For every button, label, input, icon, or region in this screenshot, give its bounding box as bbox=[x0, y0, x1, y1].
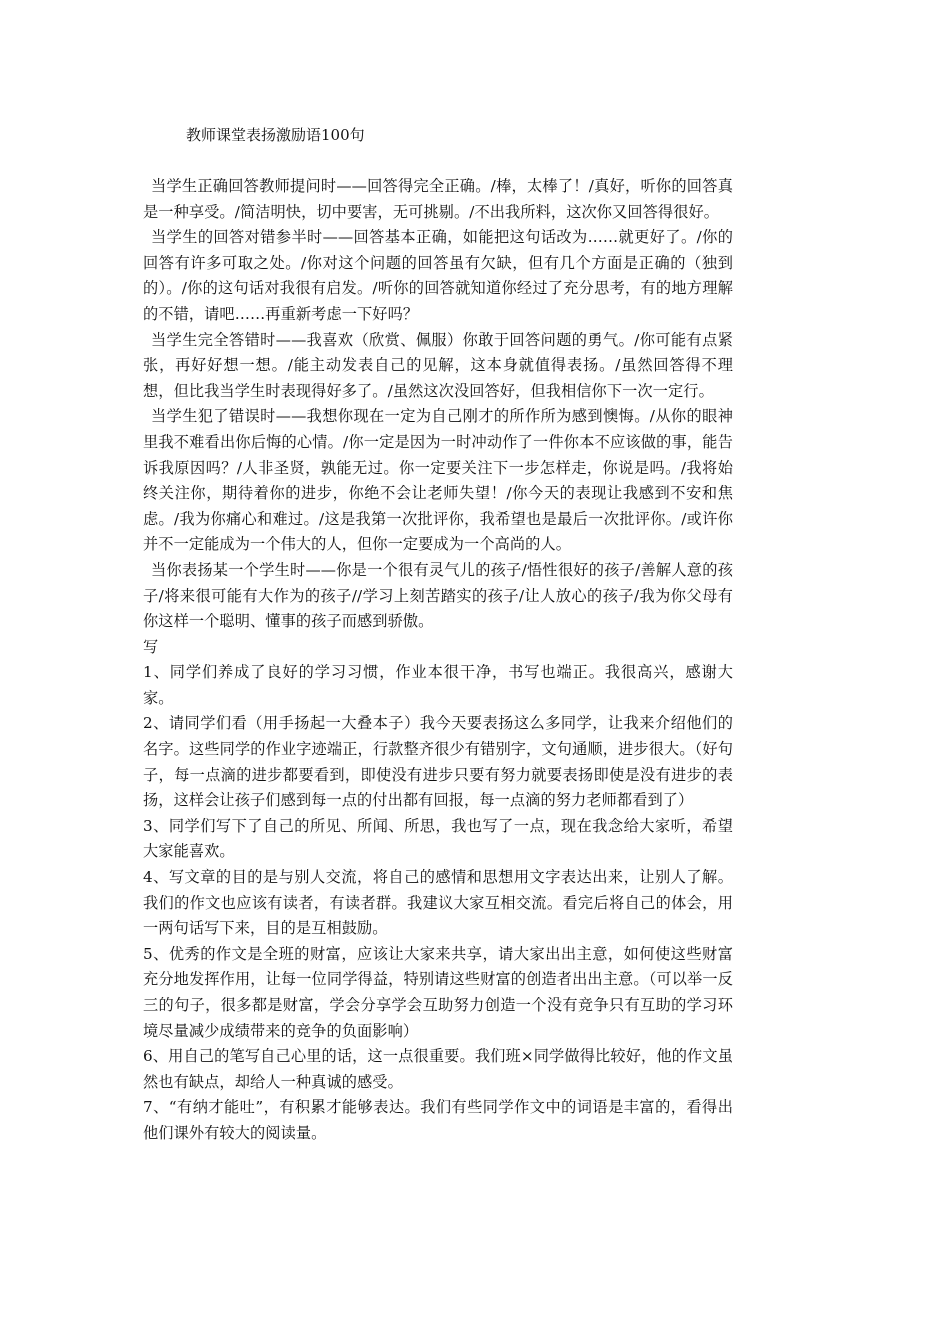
paragraph-praise-student: 当你表扬某一个学生时——你是一个很有灵气儿的孩子/悟性很好的孩子/善解人意的孩子/将来很可能有大作为的孩子//学习上刻苦踏实的孩子/让人放心的孩子/我为你父母有你这样一个聪明、懂事的孩子而感到骄傲。 bbox=[143, 560, 733, 631]
list-item: 7、“有纳才能吐”，有积累才能够表达。我们有些同学作文中的词语是丰富的，看得出他们课外有较大的阅读量。 bbox=[143, 1098, 733, 1142]
paragraph-correct-answer: 当学生正确回答教师提问时——回答得完全正确。/棒，太棒了！/真好，听你的回答真是一种享受。/简洁明快，切中要害，无可挑剔。/不出我所料，这次你又回答得很好。 bbox=[143, 177, 733, 221]
paragraph-partial-answer: 当学生的回答对错参半时——回答基本正确，如能把这句话改为……就更好了。/你的回答有许多可取之处。/你对这个问题的回答虽有欠缺，但有几个方面是正确的（独到的）。/你的这句话对我很有启发。/听你的回答就知道你经过了充分思考，有的地方理解的不错，请吧……再重新考虑一下好吗？ bbox=[143, 228, 733, 323]
section-label: 写 bbox=[143, 637, 159, 656]
document-title: 教师课堂表扬激励语100句 bbox=[186, 126, 365, 144]
list-item: 1、同学们养成了良好的学习习惯，作业本很干净，书写也端正。我很高兴，感谢大家。 bbox=[143, 663, 733, 707]
list-item: 3、同学们写下了自己的所见、所闻、所思，我也写了一点，现在我念给大家听，希望大家能喜欢。 bbox=[143, 816, 733, 861]
list-item: 2、请同学们看（用手扬起一大叠本子）我今天要表扬这么多同学，让我来介绍他们的名字。这些同学的作业字迹端正，行款整齐很少有错别字，文句通顺，进步很大。（好句子，每一点滴的进步都要看到，即使没有进步只要有努力就要表扬即使是没有进步的表扬，这样会让孩子们感到每一点的付出都有回报，每一点滴的努力老师都看到了） bbox=[143, 714, 733, 810]
paragraph-mistake: 当学生犯了错误时——我想你现在一定为自己刚才的所作所为感到懊悔。/从你的眼神里我不难看出你后悔的心情。/你一定是因为一时冲动作了一件你本不应该做的事，能告诉我原因吗？/人非圣贤，孰能无过。你一定要关注下一步怎样走，你说是吗。/我将始终关注你，期待着你的进步，你绝不会让老师失望！/你今天的表现让我感到不安和焦虑。/我为你痛心和难过。/这是我第一次批评你，我希望也是最后一次批评你。/或许你并不一定能成为一个伟大的人，但你一定要成为一个高尚的人。 bbox=[143, 407, 733, 554]
document-body bbox=[143, 174, 733, 1147]
list-item: 4、写文章的目的是与别人交流，将自己的感情和思想用文字表达出来，让别人了解。我们的作文也应该有读者，有读者群。我建议大家互相交流。看完后将自己的体会，用一两句话写下来，目的是互相鼓励。 bbox=[143, 868, 733, 938]
list-item: 5、优秀的作文是全班的财富，应该让大家来共享，请大家出出主意，如何使这些财富充分地发挥作用，让每一位同学得益，特别请这些财富的创造者出出主意。（可以举一反三的句子，很多都是财富，学会分享学会互助努力创造一个没有竞争只有互助的学习环境尽量减少成绩带来的竞争的负面影响） bbox=[143, 944, 733, 1040]
paragraph-wrong-answer: 当学生完全答错时——我喜欢（欣赏、佩服）你敢于回答问题的勇气。/你可能有点紧张，再好好想一想。/能主动发表自己的见解，这本身就值得表扬。/虽然回答得不理想，但比我当学生时表现得好多了。/虽然这次没回答好，但我相信你下一次一定行。 bbox=[143, 330, 733, 400]
list-item: 6、用自己的笔写自己心里的话，这一点很重要。我们班×同学做得比较好，他的作文虽然也有缺点，却给人一种真诚的感受。 bbox=[143, 1047, 733, 1091]
